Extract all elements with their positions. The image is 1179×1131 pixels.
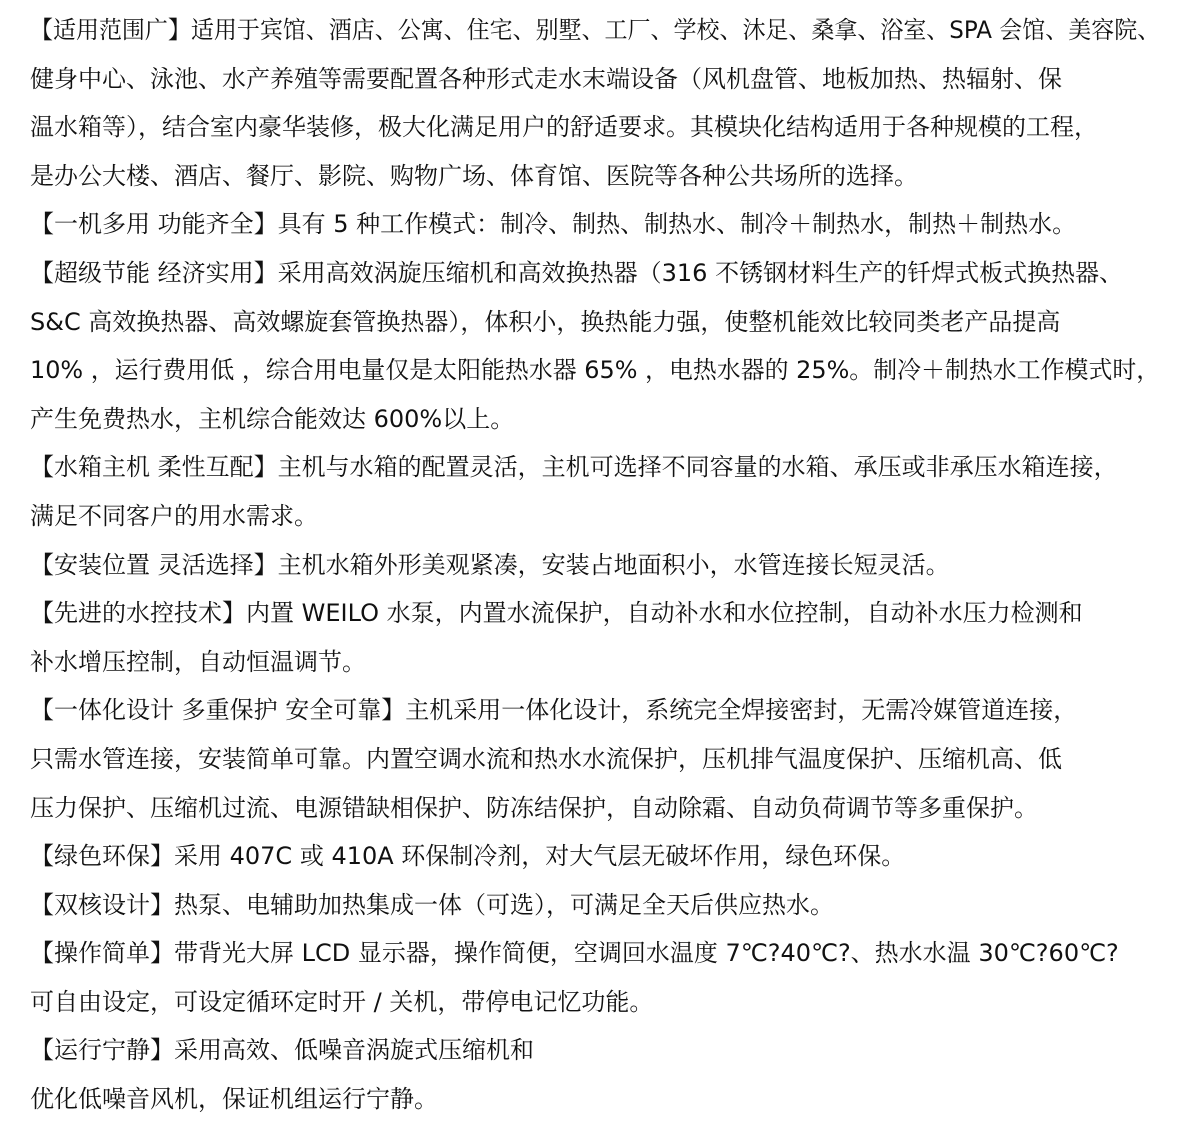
- paragraph-multifunction: [30, 200, 1160, 249]
- text-line: 温水箱等），结合室内豪华装修，极大化满足用户的舒适要求。其模块化结构适用于各种规模的工程，: [30, 113, 1098, 142]
- text-line: 是办公大楼、酒店、餐厅、影院、购物广场、体育馆、医院等各种公共场所的选择。: [30, 161, 918, 190]
- text-line: 产生免费热水，主机综合能效达 600%以上。: [30, 404, 515, 433]
- text-line: 【先进的水控技术】内置 WEILO 水泵，内置水流保护，自动补水和水位控制，自动补水压力检测和: [30, 599, 1083, 628]
- paragraph-easy-operation: [30, 929, 1160, 1026]
- text-line: 补水增压控制，自动恒温调节。: [30, 647, 366, 676]
- text-line: 【一机多用 功能齐全】具有 5 种工作模式：制冷、制热、制热水、制冷＋制热水，制热＋制热水。: [30, 210, 1077, 239]
- text-line: 【运行宁静】采用高效、低噪音涡旋式压缩机和: [30, 1036, 534, 1065]
- text-line: 只需水管连接，安装简单可靠。内置空调水流和热水水流保护，压机排气温度保护、压缩机高、低: [30, 744, 1062, 773]
- text-line: 【绿色环保】采用 407C 或 410A 环保制冷剂，对大气层无破坏作用，绿色环保。: [30, 842, 906, 871]
- text-line: 【操作简单】带背光大屏 LCD 显示器，操作简便，空调回水温度 7℃?40℃?、热水水温 30℃?60℃?: [30, 939, 1119, 968]
- text-line: 【一体化设计 多重保护 安全可靠】主机采用一体化设计，系统完全焊接密封，无需冷媒管道连接，: [30, 696, 1078, 725]
- text-line: 压力保护、压缩机过流、电源错缺相保护、防冻结保护，自动除霜、自动负荷调节等多重保护。: [30, 793, 1038, 822]
- paragraph-dual-core: [30, 881, 1160, 930]
- text-line: 可自由设定，可设定循环定时开 / 关机，带停电记忆功能。: [30, 987, 654, 1016]
- text-line: 【双核设计】热泵、电辅助加热集成一体（可选），可满足全天后供应热水。: [30, 890, 834, 919]
- paragraph-scope: [30, 6, 1160, 200]
- paragraph-installation: [30, 541, 1160, 590]
- paragraph-tank-matching: [30, 443, 1160, 540]
- paragraph-water-control: [30, 589, 1160, 686]
- paragraph-integrated-design: [30, 686, 1160, 832]
- text-line: 【超级节能 经济实用】采用高效涡旋压缩机和高效换热器（316 不锈钢材料生产的钎焊式板式换热器、: [30, 258, 1124, 287]
- paragraph-eco-friendly: [30, 832, 1160, 881]
- paragraph-quiet-operation: [30, 1026, 1160, 1123]
- text-line: 【安装位置 灵活选择】主机水箱外形美观紧凑，安装占地面积小，水管连接长短灵活。: [30, 550, 950, 579]
- document-body: [30, 6, 1160, 1124]
- text-line: 优化低噪音风机，保证机组运行宁静。: [30, 1085, 438, 1114]
- text-line: 【适用范围广】适用于宾馆、酒店、公寓、住宅、别墅、工厂、学校、沐足、桑拿、浴室、SPA 会馆、美容院、: [30, 16, 1161, 44]
- text-line: 满足不同客户的用水需求。: [30, 501, 318, 530]
- text-line: S&C 高效换热器、高效螺旋套管换热器），体积小，换热能力强，使整机能效比较同类老产品提高: [30, 307, 1061, 336]
- text-line: 健身中心、泳池、水产养殖等需要配置各种形式走水末端设备（风机盘管、地板加热、热辐射、保: [30, 64, 1062, 93]
- text-line: 10% ，运行费用低 ，综合用电量仅是太阳能热水器 65% ，电热水器的 25%。制冷＋制热水工作模式时，: [30, 356, 1161, 385]
- paragraph-energy-saving: [30, 249, 1160, 443]
- text-line: 【水箱主机 柔性互配】主机与水箱的配置灵活，主机可选择不同容量的水箱、承压或非承压水箱连接，: [30, 453, 1118, 482]
